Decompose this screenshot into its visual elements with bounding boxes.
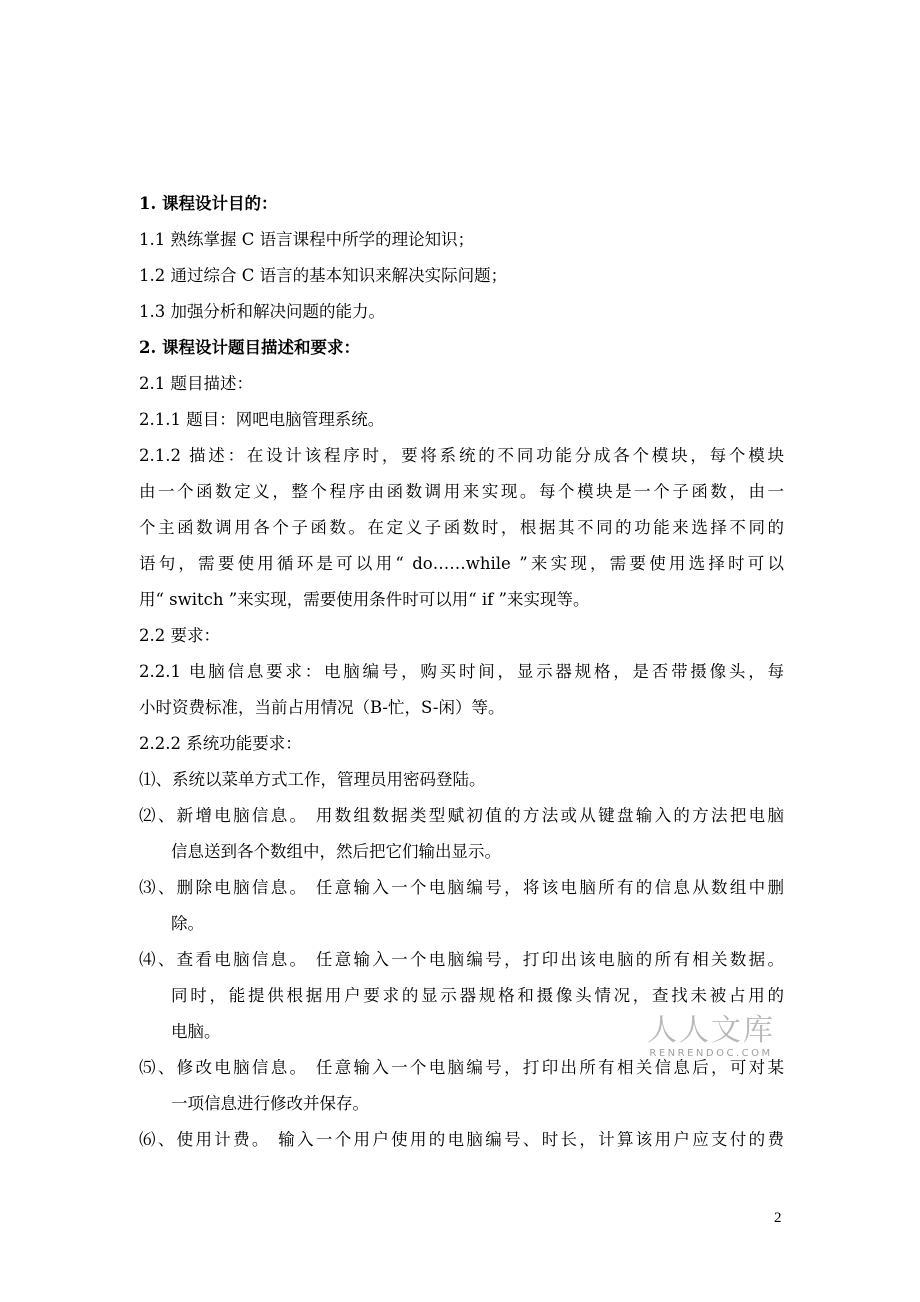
list-item-line: ⑸、修改电脑信息。 任意输入一个电脑编号，打印出所有相关信息后，可对某 <box>139 1058 784 1077</box>
list-item-continuation: 信息送到各个数组中，然后把它们输出显示。 <box>171 842 501 861</box>
list-item-line: ⑴、系统以菜单方式工作，管理员用密码登陆。 <box>139 770 486 789</box>
paragraph-2-1-2 <box>139 438 784 618</box>
list-item-continuation: 一项信息进行修改并保存。 <box>171 1094 369 1113</box>
goal-item: 1.2 通过综合 C 语言的基本知识来解决实际问题； <box>139 266 508 285</box>
list-item <box>139 870 784 942</box>
goal-item: 1.3 加强分析和解决问题的能力。 <box>139 302 385 321</box>
section-heading-2: 2. 课程设计题目描述和要求： <box>139 338 360 357</box>
list-item <box>139 1122 784 1158</box>
subsection-2-2: 2.2 要求： <box>139 626 220 645</box>
subsection-2-1-1: 2.1.1 题目：网吧电脑管理系统。 <box>139 410 385 429</box>
page-number: 2 <box>774 1210 782 1226</box>
list-item-continuation: 除。 <box>171 914 204 933</box>
goal-item: 1.1 熟练掌握 C 语言课程中所学的理论知识； <box>139 230 475 249</box>
list-item-continuation: 电脑。 <box>171 1022 221 1041</box>
list-item-line: ⑶、删除电脑信息。 任意输入一个电脑编号，将该电脑所有的信息从数组中删 <box>139 878 784 897</box>
paragraph-2-2-1 <box>139 654 784 726</box>
paragraph-line: 2.1.2 描述：在设计该程序时，要将系统的不同功能分成各个模块，每个模块 <box>139 446 784 465</box>
list-item-line: ⑵、新增电脑信息。 用数组数据类型赋初值的方法或从键盘输入的方法把电脑 <box>139 806 784 825</box>
paragraph-line: 小时资费标准，当前占用情况（B-忙，S-闲）等。 <box>139 698 505 717</box>
list-item <box>139 1050 784 1122</box>
paragraph-line: 2.2.1 电脑信息要求：电脑编号，购买时间，显示器规格，是否带摄像头，每 <box>139 662 784 681</box>
subsection-2-2-2: 2.2.2 系统功能要求： <box>139 734 302 753</box>
watermark-subtitle: RENRENDOC.COM <box>649 1048 773 1059</box>
paragraph-line: 个主函数调用各个子函数。在定义子函数时，根据其不同的功能来选择不同的 <box>139 518 784 537</box>
subsection-2-1: 2.1 题目描述： <box>139 374 253 393</box>
list-item-continuation: 同时，能提供根据用户要求的显示器规格和摄像头情况，查找未被占用的 <box>171 986 784 1005</box>
watermark-title: 人人文库 <box>647 1013 775 1048</box>
paragraph-line: 用“ switch ”来实现，需要使用条件时可以用“ if ”来实现等。 <box>139 590 590 609</box>
list-item-line: ⑹、使用计费。 输入一个用户使用的电脑编号、时长，计算该用户应支付的费 <box>139 1130 784 1149</box>
list-item <box>139 798 784 870</box>
watermark-logo <box>646 1014 776 1060</box>
paragraph-line: 语句，需要使用循环是可以用“ do……while ”来实现，需要使用选择时可以 <box>139 554 784 573</box>
paragraph-line: 由一个函数定义，整个程序由函数调用来实现。每个模块是一个子函数，由一 <box>139 482 784 501</box>
section-heading-1: 1. 课程设计目的： <box>139 194 278 213</box>
list-item-line: ⑷、查看电脑信息。 任意输入一个电脑编号，打印出该电脑的所有相关数据。 <box>139 950 784 969</box>
list-item <box>139 762 784 798</box>
